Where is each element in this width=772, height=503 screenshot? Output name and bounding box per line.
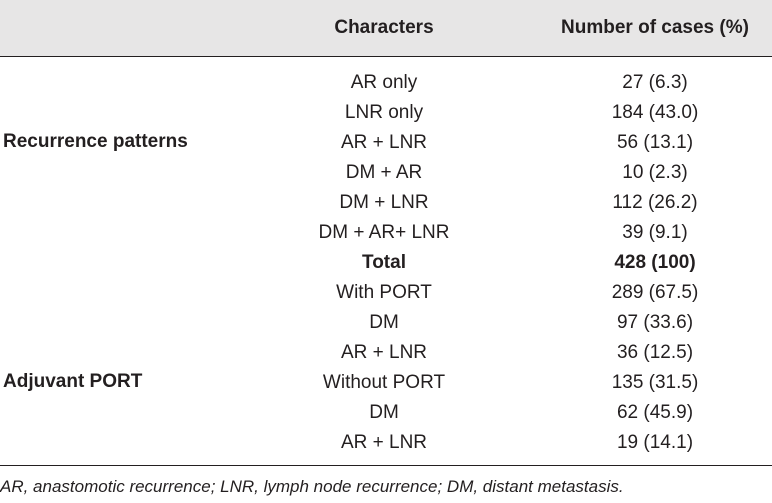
cell-characters: LNR only [344, 102, 424, 123]
cell-cases: 428 (100) [614, 252, 696, 273]
table-row [0, 278, 772, 308]
cell-cases: 184 (43.0) [611, 102, 699, 123]
cell-cases: 27 (6.3) [622, 72, 688, 93]
header-number-of-cases: Number of cases (%) [561, 17, 749, 38]
cell-characters: AR + LNR [340, 132, 428, 153]
header-rule [0, 56, 772, 57]
table-row [0, 68, 772, 98]
table-row [0, 98, 772, 128]
table-header [0, 0, 772, 56]
table-row [0, 308, 772, 338]
cell-cases: 36 (12.5) [616, 342, 694, 363]
table-row [0, 368, 772, 398]
table-row [0, 158, 772, 188]
cell-cases: 19 (14.1) [616, 432, 694, 453]
group-label-recurrence-patterns: Recurrence patterns [3, 131, 188, 152]
cell-characters: Total [362, 252, 406, 273]
cell-characters: AR + LNR [340, 342, 428, 363]
cell-characters: DM + AR+ LNR [318, 222, 450, 243]
cell-characters: AR + LNR [340, 432, 428, 453]
table-bottom-rule [0, 465, 772, 466]
table-row [0, 338, 772, 368]
table-row [0, 428, 772, 458]
cell-characters: DM [369, 402, 399, 423]
cell-characters: DM + AR [345, 162, 423, 183]
group-label-adjuvant-port: Adjuvant PORT [3, 371, 143, 392]
cell-characters: DM + LNR [339, 192, 429, 213]
cell-cases: 289 (67.5) [611, 282, 699, 303]
cell-cases: 39 (9.1) [622, 222, 688, 243]
cell-cases: 97 (33.6) [616, 312, 694, 333]
cell-cases: 62 (45.9) [616, 402, 694, 423]
cell-cases: 112 (26.2) [612, 192, 698, 213]
cell-characters: Without PORT [322, 372, 446, 393]
table-row [0, 398, 772, 428]
cell-characters: AR only [350, 72, 418, 93]
table-row-total [0, 248, 772, 278]
table-body [0, 68, 772, 458]
cell-characters: DM [369, 312, 399, 333]
table-row [0, 128, 772, 158]
table-footnote: AR, anastomotic recurrence; LNR, lymph node recurrence; DM, distant metastasis. [0, 477, 624, 496]
cell-cases: 135 (31.5) [611, 372, 699, 393]
cell-cases: 10 (2.3) [622, 162, 688, 183]
header-characters: Characters [334, 17, 434, 38]
cell-cases: 56 (13.1) [616, 132, 694, 153]
table-row [0, 188, 772, 218]
cell-characters: With PORT [336, 282, 432, 303]
table-row [0, 218, 772, 248]
